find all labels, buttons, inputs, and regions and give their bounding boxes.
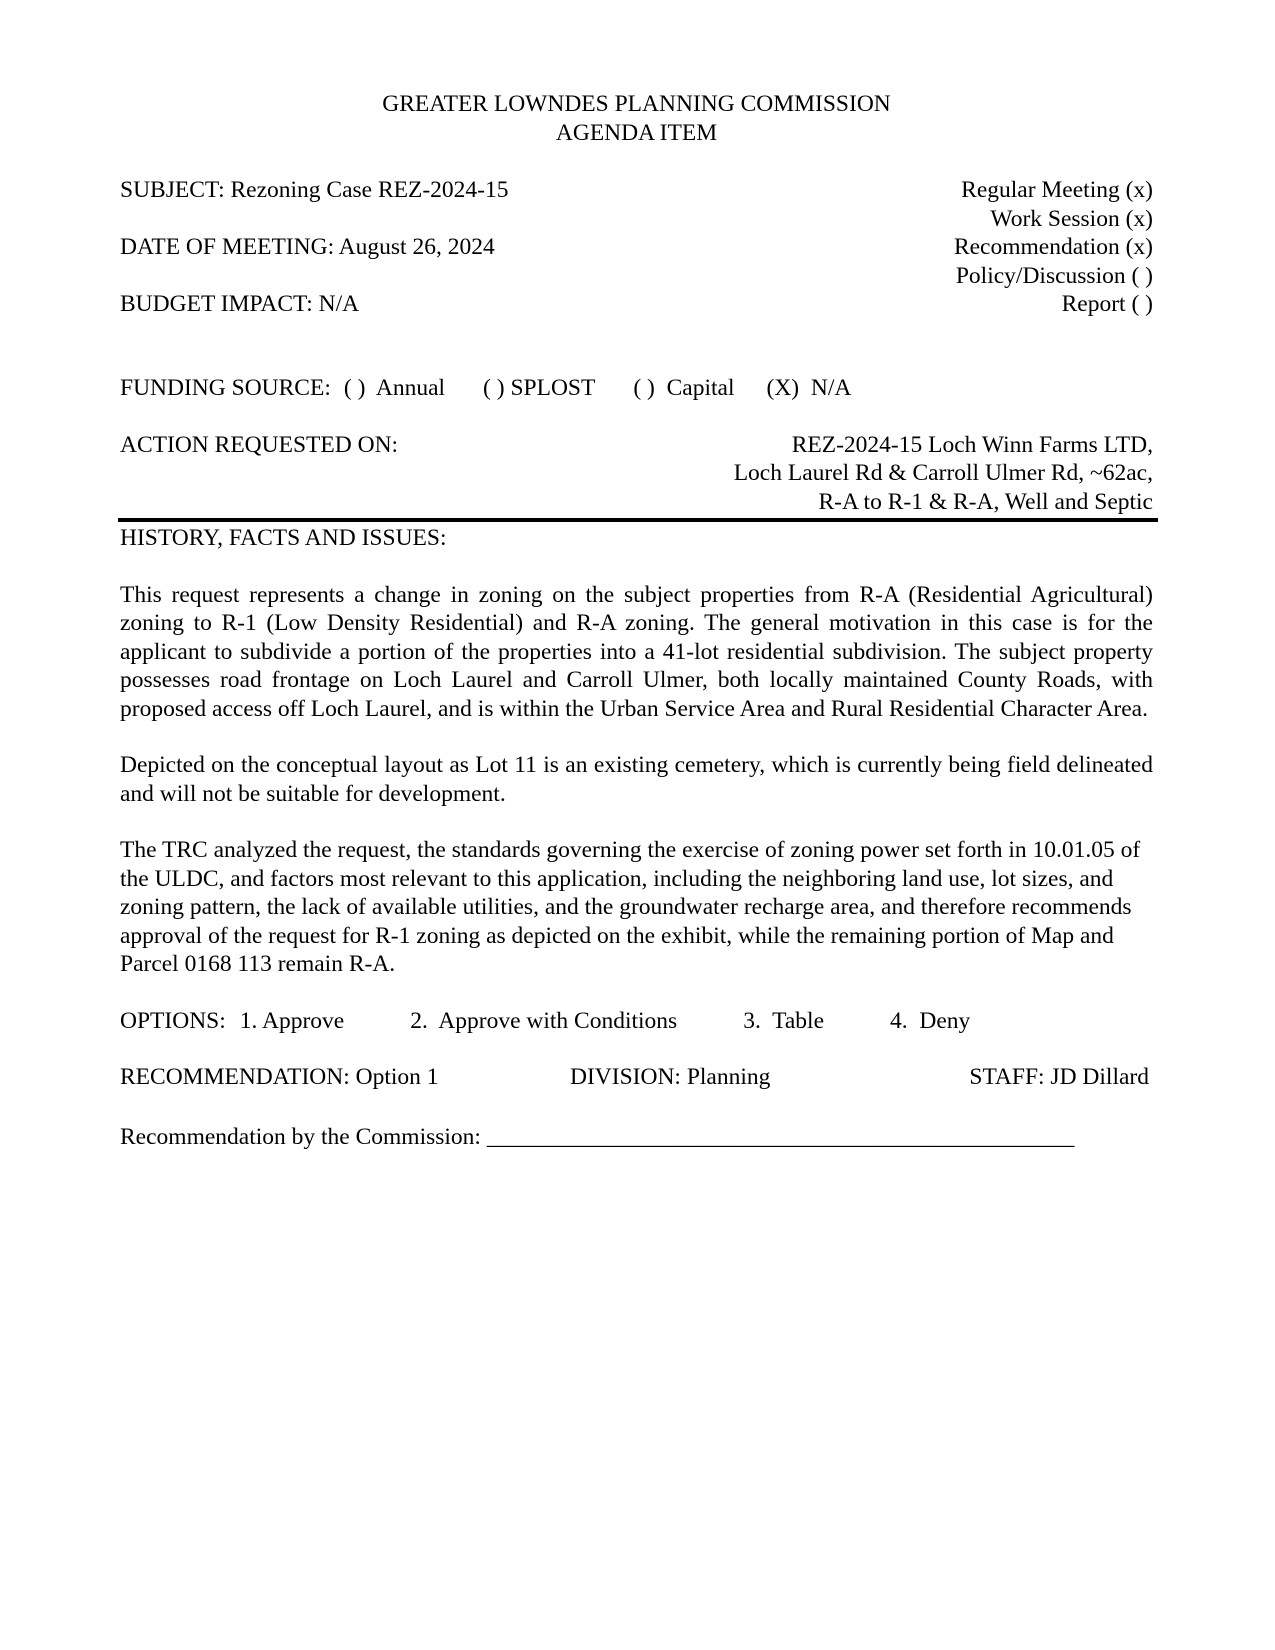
meeting-type-regular: Regular Meeting (x) (961, 177, 1153, 203)
action-line: REZ-2024-15 Loch Winn Farms LTD, (791, 431, 1153, 458)
commission-recommendation-line: Recommendation by the Commission: __________________________________________________ (120, 1123, 1075, 1150)
action-line: Loch Laurel Rd & Carroll Ulmer Rd, ~62ac, (733, 460, 1153, 486)
recommendation-value: RECOMMENDATION: Option 1 (120, 1064, 439, 1090)
action-label: ACTION REQUESTED ON: (120, 431, 399, 458)
recommendation-row (120, 1063, 1153, 1092)
funding-capital: ( ) Capital (633, 375, 735, 401)
date-of-meeting: DATE OF MEETING: August 26, 2024 (120, 234, 495, 260)
meta-left (120, 176, 509, 347)
funding-splost: ( ) SPLOST (483, 375, 596, 401)
section-divider (118, 518, 1158, 522)
doc-type: AGENDA ITEM (555, 119, 718, 146)
history-title: HISTORY, FACTS AND ISSUES: (120, 525, 447, 551)
funding-label: FUNDING SOURCE: (120, 375, 331, 401)
meta-section (120, 176, 1153, 347)
subject-line: SUBJECT: Rezoning Case REZ-2024-15 (120, 177, 509, 203)
option-approve-with-conditions: 2. Approve with Conditions (410, 1007, 678, 1034)
funding-na: (X) N/A (766, 375, 852, 401)
division-value: DIVISION: Planning (570, 1064, 771, 1090)
meeting-type-recommendation: Recommendation (x) (953, 234, 1153, 260)
funding-source (120, 374, 1153, 403)
action-line: R-A to R-1 & R-A, Well and Septic (818, 488, 1153, 515)
meeting-type-list (954, 176, 1153, 347)
options-label: OPTIONS: (120, 1007, 226, 1034)
action-details (734, 431, 1153, 517)
option-deny: 4. Deny (890, 1007, 971, 1034)
staff-value: STAFF: JD Dillard (969, 1064, 1149, 1090)
org-name: GREATER LOWNDES PLANNING COMMISSION (382, 91, 891, 117)
options-row (120, 1007, 1153, 1036)
history-paragraph: This request represents a change in zoning on the subject properties from R-A (Residential Agricultural) zoning to R-1 (Low Density Residential) and R-A zoning. The general motivation in this case is for the applicant to subdivide a portion of the properties into a 41-lot residential subdivision. The subject property possesses road frontage on Loch Laurel and Carroll Ulmer, both locally maintained County Roads, with proposed access off Loch Laurel, and is within the Urban Service Area and Rural Residential Character Area. (120, 581, 1153, 722)
meeting-type-work-session: Work Session (x) (990, 205, 1153, 232)
meeting-type-report: Report ( ) (1061, 291, 1153, 317)
option-approve: 1. Approve (239, 1007, 345, 1034)
meeting-type-policy: Policy/Discussion ( ) (955, 262, 1153, 289)
funding-annual: ( ) Annual (343, 375, 446, 401)
history-paragraph: Depicted on the conceptual layout as Lot 11 is an existing cemetery, which is currently being field delineated and will not be suitable for development. (120, 752, 1153, 807)
document-header (120, 90, 1153, 147)
agenda-page (120, 90, 1153, 1151)
budget-impact: BUDGET IMPACT: N/A (120, 291, 360, 317)
action-requested (120, 431, 1153, 517)
option-table: 3. Table (743, 1007, 825, 1034)
history-paragraph: The TRC analyzed the request, the standards governing the exercise of zoning power set forth in 10.01.05 of the ULDC, and factors most relevant to this application, including the neighboring land use, lot sizes, and zoning pattern, the lack of available utilities, and the groundwater recharge area, and therefore recommends approval of the request for R-1 zoning as depicted on the exhibit, while the remaining portion of Map and Parcel 0168 113 remain R-A. (120, 837, 1141, 977)
